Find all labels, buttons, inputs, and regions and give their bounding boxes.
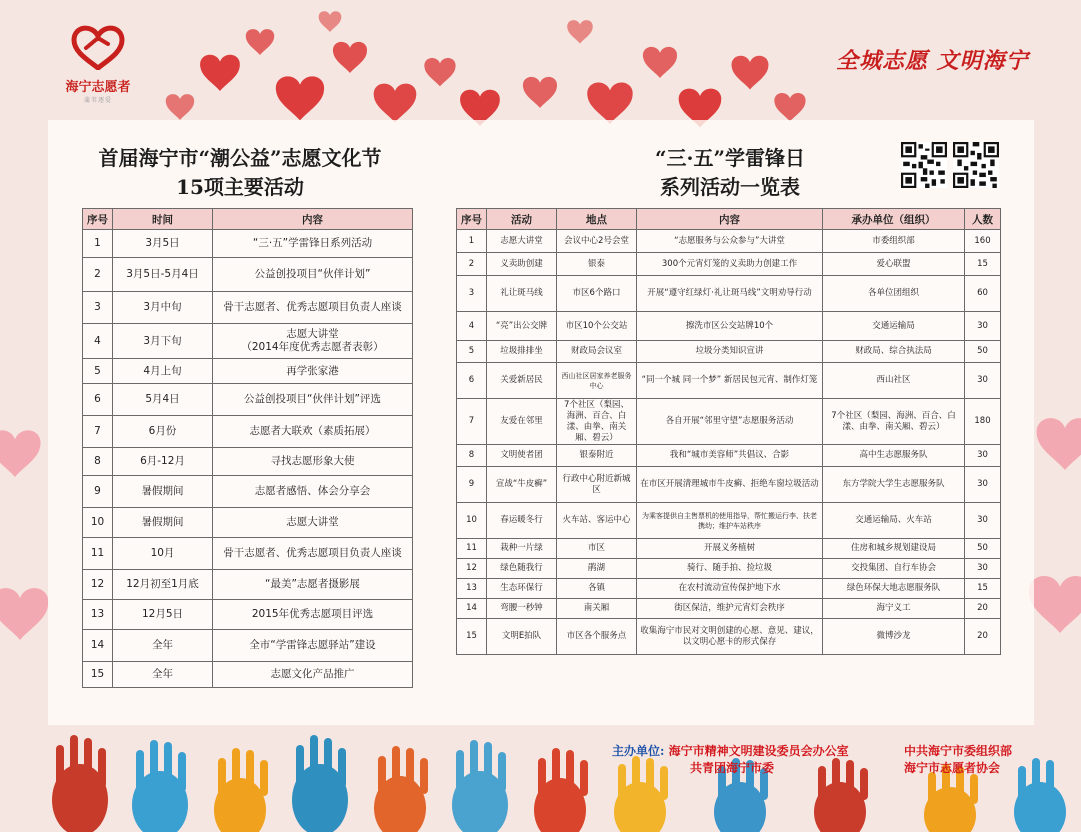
- table-row: [457, 503, 1001, 539]
- table-cell: 住房和城乡规划建设局: [823, 539, 965, 559]
- table-cell: 10月: [113, 538, 213, 570]
- table-cell: 垃圾排排坐: [487, 341, 557, 363]
- column-header: 承办单位（组织）: [823, 209, 965, 230]
- table-cell: 14: [83, 630, 113, 662]
- activities-table: [82, 208, 413, 688]
- table-cell: 5月4日: [113, 384, 213, 416]
- table-cell: 骑行、随手拍、捡垃圾: [637, 559, 823, 579]
- table-cell: 市区: [557, 539, 637, 559]
- table-cell: 义卖助创建: [487, 253, 557, 276]
- table-cell: 财政局、综合执法局: [823, 341, 965, 363]
- table-cell: 友爱在邻里: [487, 399, 557, 445]
- table-cell: 海宁义工: [823, 599, 965, 619]
- table-cell: 8: [83, 448, 113, 476]
- table-cell: 擦洗市区公交站牌10个: [637, 312, 823, 341]
- table-cell: 15: [457, 619, 487, 655]
- left-title-line1: 首届海宁市“潮公益”志愿文化节: [98, 146, 382, 170]
- table-row: [83, 292, 413, 324]
- table-cell: 20: [965, 599, 1001, 619]
- table-cell: 12月5日: [113, 600, 213, 630]
- table-cell: 30: [965, 559, 1001, 579]
- table-cell: 交通运输局: [823, 312, 965, 341]
- slogan: 全城志愿 文明海宁: [836, 48, 1029, 74]
- table-cell: 30: [965, 467, 1001, 503]
- table-cell: 骨干志愿者、优秀志愿项目负责人座谈: [213, 538, 413, 570]
- sponsor-3: 中共海宁市委组织部: [904, 744, 1013, 758]
- sponsor-4: 海宁市志愿者协会: [904, 761, 1001, 775]
- table-cell: 11: [83, 538, 113, 570]
- table-row: [83, 508, 413, 538]
- table-cell: “最美”志愿者摄影展: [213, 570, 413, 600]
- table-cell: 暑假期间: [113, 508, 213, 538]
- table-cell: 9: [457, 467, 487, 503]
- table-cell: 180: [965, 399, 1001, 445]
- table-cell: 4月上旬: [113, 359, 213, 384]
- logo: [48, 22, 148, 104]
- table-cell: 暑假期间: [113, 476, 213, 508]
- table-cell: 高中生志愿服务队: [823, 445, 965, 467]
- table-row: [457, 467, 1001, 503]
- table-row: [457, 579, 1001, 599]
- table-cell: 志愿大讲堂: [487, 230, 557, 253]
- table-row: [457, 445, 1001, 467]
- table-cell: 志愿者大联欢（素质拓展）: [213, 416, 413, 448]
- table-cell: 市区10个公交站: [557, 312, 637, 341]
- table-row: [83, 416, 413, 448]
- column-header: 地点: [557, 209, 637, 230]
- column-header: 序号: [457, 209, 487, 230]
- table-cell: 各镇: [557, 579, 637, 599]
- table-cell: 微博沙龙: [823, 619, 965, 655]
- table-cell: 5: [83, 359, 113, 384]
- table-row: [83, 476, 413, 508]
- table-cell: “亮”出公交牌: [487, 312, 557, 341]
- table-cell: 生态环保行: [487, 579, 557, 599]
- table-cell: 鹃湖: [557, 559, 637, 579]
- heart-hand-logo-icon: [68, 22, 128, 70]
- table-cell: 14: [457, 599, 487, 619]
- right-title: [560, 144, 900, 202]
- table-row: [457, 399, 1001, 445]
- table-cell: 8: [457, 445, 487, 467]
- table-cell: 西山社区: [823, 363, 965, 399]
- table-cell: 6月份: [113, 416, 213, 448]
- table-row: [457, 276, 1001, 312]
- table-cell: 5: [457, 341, 487, 363]
- table-cell: 志愿者感悟、体会分享会: [213, 476, 413, 508]
- table-cell: 13: [457, 579, 487, 599]
- qr-code-icon: [953, 142, 999, 188]
- logo-text: 海宁志愿者: [65, 80, 131, 95]
- logo-subtext: 蒲苇逐爱: [83, 97, 112, 104]
- table-row: [457, 619, 1001, 655]
- table-cell: 6: [457, 363, 487, 399]
- table-row: [457, 253, 1001, 276]
- table-cell: 2: [457, 253, 487, 276]
- table-cell: 2015年优秀志愿项目评选: [213, 600, 413, 630]
- qr-code-icon: [901, 142, 947, 188]
- table-cell: 1: [457, 230, 487, 253]
- table-cell: 交通运输局、火车站: [823, 503, 965, 539]
- table-cell: 12月初至1月底: [113, 570, 213, 600]
- table-cell: 30: [965, 312, 1001, 341]
- table-cell: 9: [83, 476, 113, 508]
- table-cell: 志愿大讲堂: [213, 508, 413, 538]
- table-row: [83, 230, 413, 258]
- table-cell: 银泰: [557, 253, 637, 276]
- table-row: [83, 324, 413, 359]
- table-cell: 关爱新居民: [487, 363, 557, 399]
- table-cell: “志愿服务与公众参与”大讲堂: [637, 230, 823, 253]
- table-cell: 爱心联盟: [823, 253, 965, 276]
- table-row: [83, 258, 413, 292]
- table-cell: 志愿大讲堂 （2014年度优秀志愿者表彰）: [213, 324, 413, 359]
- table-cell: 文明使者团: [487, 445, 557, 467]
- table-cell: 交投集团、自行车协会: [823, 559, 965, 579]
- table-cell: 市区各个服务点: [557, 619, 637, 655]
- table-cell: “同一个城 同一个梦” 新居民包元宵、制作灯笼: [637, 363, 823, 399]
- right-title-line1: “三·五”学雷锋日: [655, 146, 805, 170]
- table-cell: 市区6个路口: [557, 276, 637, 312]
- table-row: [83, 630, 413, 662]
- table-row: [83, 570, 413, 600]
- column-header: 内容: [213, 209, 413, 230]
- table-cell: 20: [965, 619, 1001, 655]
- table-cell: 骨干志愿者、优秀志愿项目负责人座谈: [213, 292, 413, 324]
- table-cell: 3: [83, 292, 113, 324]
- table-row: [457, 230, 1001, 253]
- table-cell: 30: [965, 363, 1001, 399]
- table-cell: 60: [965, 276, 1001, 312]
- table-cell: 公益创投项目“伙伴计划”评选: [213, 384, 413, 416]
- right-title-line2: 系列活动一览表: [660, 175, 800, 199]
- table-cell: 各单位团组织: [823, 276, 965, 312]
- table-cell: 4: [83, 324, 113, 359]
- column-header: 序号: [83, 209, 113, 230]
- table-cell: 3月5日: [113, 230, 213, 258]
- leifeng-day-table: [456, 208, 1001, 655]
- table-row: [83, 448, 413, 476]
- table-cell: 13: [83, 600, 113, 630]
- left-title-line2: 15项主要活动: [176, 175, 304, 199]
- table-body: [83, 230, 413, 688]
- table-cell: 绿色环保大地志愿服务队: [823, 579, 965, 599]
- table-cell: 7: [83, 416, 113, 448]
- table-cell: 160: [965, 230, 1001, 253]
- table-cell: 再学张家港: [213, 359, 413, 384]
- table-cell: 各自开展“邻里守望”志愿服务活动: [637, 399, 823, 445]
- sponsor-2: 共青团海宁市委: [690, 761, 775, 775]
- table-cell: 南关厢: [557, 599, 637, 619]
- table-cell: 春运暖冬行: [487, 503, 557, 539]
- table-row: [83, 600, 413, 630]
- table-cell: 2: [83, 258, 113, 292]
- table-cell: 礼让斑马线: [487, 276, 557, 312]
- table-row: [457, 363, 1001, 399]
- table-cell: 10: [83, 508, 113, 538]
- table-cell: 6: [83, 384, 113, 416]
- table-cell: 12: [457, 559, 487, 579]
- table-cell: 志愿文化产品推广: [213, 662, 413, 688]
- table-cell: 全市“学雷锋志愿驿站”建设: [213, 630, 413, 662]
- table-cell: 宣战“牛皮癣”: [487, 467, 557, 503]
- sponsor-label: 主办单位:: [612, 744, 665, 758]
- table-cell: 开展义务植树: [637, 539, 823, 559]
- table-row: [457, 312, 1001, 341]
- table-cell: 文明E拍队: [487, 619, 557, 655]
- table-cell: 绿色随我行: [487, 559, 557, 579]
- table-cell: 3月5日-5月4日: [113, 258, 213, 292]
- table-cell: 3月下旬: [113, 324, 213, 359]
- table-cell: 全年: [113, 630, 213, 662]
- table-cell: 收集海宁市民对文明创建的心愿、意见、建议，以文明心愿卡的形式保存: [637, 619, 823, 655]
- table-cell: 西山社区居家养老服务中心: [557, 363, 637, 399]
- column-header: 活动: [487, 209, 557, 230]
- table-cell: 10: [457, 503, 487, 539]
- table-cell: 50: [965, 341, 1001, 363]
- table-cell: 3月中旬: [113, 292, 213, 324]
- table-cell: 300个元宵灯笼的义卖助力创建工作: [637, 253, 823, 276]
- table-cell: 11: [457, 539, 487, 559]
- table-cell: 我和“城市美容师”共倡议、合影: [637, 445, 823, 467]
- table-cell: 公益创投项目“伙伴计划”: [213, 258, 413, 292]
- table-cell: 12: [83, 570, 113, 600]
- table-row: [83, 384, 413, 416]
- table-cell: 1: [83, 230, 113, 258]
- table-cell: 15: [83, 662, 113, 688]
- table-cell: 开展“遵守红绿灯·礼让斑马线”文明劝导行动: [637, 276, 823, 312]
- table-cell: 行政中心附近新城区: [557, 467, 637, 503]
- table-body: [457, 230, 1001, 655]
- column-header: 时间: [113, 209, 213, 230]
- sponsor-line-1: [612, 743, 849, 760]
- table-row: [457, 539, 1001, 559]
- table-header-row: [457, 209, 1001, 230]
- table-header-row: [83, 209, 413, 230]
- table-cell: 财政局会议室: [557, 341, 637, 363]
- table-cell: 弯腰一秒钟: [487, 599, 557, 619]
- table-cell: 6月-12月: [113, 448, 213, 476]
- table-cell: 30: [965, 503, 1001, 539]
- table-cell: 栽种一片绿: [487, 539, 557, 559]
- table-cell: 15: [965, 253, 1001, 276]
- table-row: [457, 341, 1001, 363]
- heart-cloud: [166, 11, 806, 127]
- left-title: [80, 144, 400, 202]
- table-cell: 街区保洁，维护元宵灯会秩序: [637, 599, 823, 619]
- table-row: [83, 359, 413, 384]
- table-cell: 东方学院大学生志愿服务队: [823, 467, 965, 503]
- column-header: 内容: [637, 209, 823, 230]
- table-cell: 7: [457, 399, 487, 445]
- table-cell: 4: [457, 312, 487, 341]
- table-cell: 会议中心2号会堂: [557, 230, 637, 253]
- table-row: [457, 599, 1001, 619]
- table-cell: 15: [965, 579, 1001, 599]
- table-cell: 7个社区（梨园、海洲、百合、白漾、由拳、南关厢、碧云）: [823, 399, 965, 445]
- table-cell: 7个社区（梨园、海洲、百合、白漾、由拳、南关厢、碧云）: [557, 399, 637, 445]
- table-row: [83, 538, 413, 570]
- column-header: 人数: [965, 209, 1001, 230]
- table-cell: 垃圾分类知识宣讲: [637, 341, 823, 363]
- sponsor-1: 海宁市精神文明建设委员会办公室: [668, 744, 849, 758]
- table-cell: 在农村流动宣传保护地下水: [637, 579, 823, 599]
- table-cell: 火车站、客运中心: [557, 503, 637, 539]
- table-cell: 在市区开展清理城市牛皮癣、拒绝车窗垃圾活动: [637, 467, 823, 503]
- table-row: [457, 559, 1001, 579]
- table-cell: 为乘客提供自主售票机的使用指导，帮忙搬运行李、扶老携幼；维护车站秩序: [637, 503, 823, 539]
- table-row: [83, 662, 413, 688]
- table-cell: 全年: [113, 662, 213, 688]
- table-cell: 30: [965, 445, 1001, 467]
- table-cell: 银泰附近: [557, 445, 637, 467]
- table-cell: “三·五”学雷锋日系列活动: [213, 230, 413, 258]
- table-cell: 市委组织部: [823, 230, 965, 253]
- table-cell: 50: [965, 539, 1001, 559]
- table-cell: 寻找志愿形象大使: [213, 448, 413, 476]
- table-cell: 3: [457, 276, 487, 312]
